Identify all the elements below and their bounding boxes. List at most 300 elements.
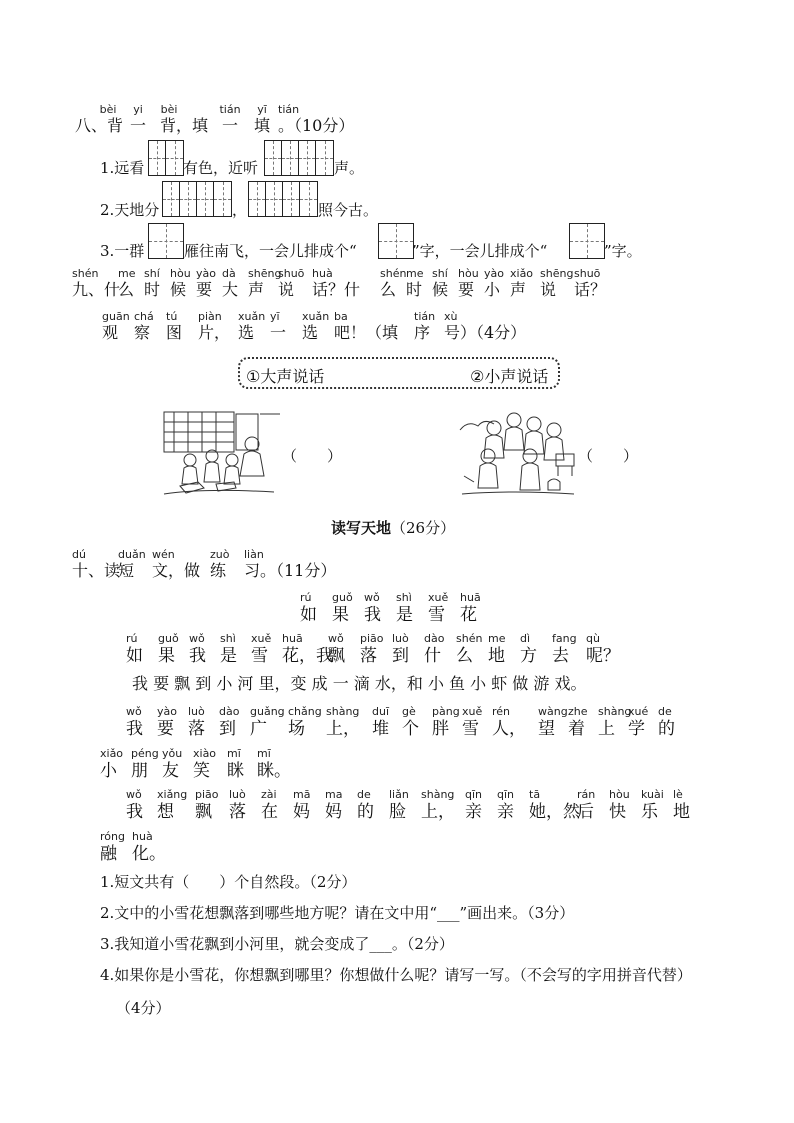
pinyin: huà <box>132 830 153 843</box>
pinyin: ba <box>334 310 348 323</box>
q1-suffix: 声。 <box>334 159 365 177</box>
pinyin: xiào <box>193 747 217 760</box>
pinyin-cell <box>673 789 703 823</box>
pinyin: yī <box>270 310 280 323</box>
pinyin: shén <box>380 267 407 280</box>
pinyin-cell <box>568 706 598 740</box>
pinyin: huà <box>312 267 333 280</box>
pinyin-cell <box>261 789 293 823</box>
q2-suffix: 照今古。 <box>318 201 379 219</box>
pinyin-cell <box>288 706 326 740</box>
pinyin-cell <box>402 706 432 740</box>
hanzi: 上 <box>598 719 615 739</box>
pinyin: róng <box>100 830 125 843</box>
reading-header-title: 读写天地 <box>331 519 392 537</box>
pinyin: de <box>658 705 672 718</box>
pinyin: qù <box>586 632 600 645</box>
paragraph-3-line2 <box>100 748 297 782</box>
hanzi: 飘 <box>195 802 212 822</box>
hanzi: 落 <box>188 719 205 739</box>
hanzi: 要 <box>196 280 213 299</box>
pinyin-cell <box>332 592 364 626</box>
pinyin: shuō <box>574 267 601 280</box>
pinyin: shén <box>72 267 99 280</box>
hanzi: 广 <box>250 719 267 739</box>
pinyin: tián <box>278 103 300 116</box>
pinyin: lè <box>673 788 683 801</box>
hanzi: 上， <box>326 719 360 739</box>
pinyin: ma <box>325 788 343 801</box>
pinyin-cell <box>432 268 458 300</box>
pinyin: tián <box>219 103 241 116</box>
hanzi: 声 <box>248 280 265 299</box>
options-box <box>238 357 560 389</box>
pinyin-cell <box>248 267 282 300</box>
writing-box-1[interactable] <box>148 223 184 259</box>
pinyin-cell <box>282 632 333 667</box>
question-2: 2.文中的小雪花想飘落到哪些地方呢？请在文中用“___”画出来。（3分） <box>100 904 575 922</box>
pinyin-cell <box>157 789 195 823</box>
pinyin: qīn <box>497 788 515 801</box>
pinyin: yào <box>196 267 216 280</box>
pinyin-cell <box>325 789 357 823</box>
pinyin-cell <box>257 748 297 782</box>
hanzi: 场 <box>288 719 305 739</box>
pinyin: xué <box>628 705 649 718</box>
pinyin: shàng <box>598 705 632 718</box>
pinyin: rú <box>126 632 138 645</box>
hanzi: 我 <box>126 719 143 739</box>
hanzi: 片， <box>198 323 231 342</box>
hanzi: 呢？ <box>586 646 620 666</box>
pinyin-cell <box>510 268 540 300</box>
hanzi: 察 <box>134 323 151 342</box>
hanzi: 话？ <box>574 280 607 299</box>
pinyin: me <box>118 267 136 280</box>
hanzi: 图 <box>166 323 183 342</box>
pinyin-cell <box>222 268 248 300</box>
pinyin-cell <box>460 592 492 626</box>
hanzi: 要 <box>458 280 475 299</box>
hanzi: 花 <box>460 605 477 625</box>
pinyin: xuě <box>462 705 483 718</box>
hanzi: 的 <box>357 802 374 822</box>
kids-talking-illustration <box>458 406 578 498</box>
pinyin-cell <box>158 633 189 667</box>
pinyin-cell <box>132 831 172 865</box>
pinyin-cell <box>396 592 428 626</box>
pinyin: guān <box>102 310 130 323</box>
pinyin: tú <box>166 310 178 323</box>
pinyin-cell <box>492 706 538 740</box>
pinyin: hòu <box>609 788 630 801</box>
hanzi: 地 <box>673 802 690 822</box>
pinyin-cell <box>458 268 484 300</box>
pinyin: de <box>357 788 371 801</box>
pinyin-cell <box>421 789 465 823</box>
pinyin: chǎng <box>288 705 322 718</box>
pinyin-cell <box>227 748 257 782</box>
hanzi: 想 <box>157 802 174 822</box>
pinyin-cell <box>540 268 574 300</box>
pinyin: xiǎng <box>157 788 188 801</box>
pinyin-cell <box>270 311 302 343</box>
pinyin-cell <box>72 267 121 300</box>
hanzi: 大 <box>222 280 239 299</box>
q3-middle2: ”字，一会儿排成个“ <box>412 242 548 260</box>
pinyin-cell <box>170 268 196 300</box>
pinyin-cell <box>360 633 392 667</box>
pinyin: wǒ <box>189 632 205 645</box>
pinyin: yào <box>157 705 177 718</box>
hanzi: 朋 <box>131 761 148 781</box>
pinyin-cell <box>166 311 198 343</box>
pinyin: dú <box>72 548 86 561</box>
pinyin-cell <box>406 268 432 300</box>
pinyin-cell <box>609 789 641 823</box>
question-3: 3.我知道小雪花飘到小河里，就会变成了___。（2分） <box>100 935 454 953</box>
reading-room-illustration <box>160 408 282 496</box>
question-1: 1.短文共有（ ）个自然段。（2分） <box>100 873 357 891</box>
pinyin-cell <box>126 789 157 823</box>
pinyin-cell <box>162 748 193 782</box>
pinyin: xù <box>444 310 458 323</box>
hanzi: 亲 <box>497 802 514 822</box>
hanzi: 一 <box>270 323 287 342</box>
hanzi: 背，填 <box>159 116 208 135</box>
writing-box-4[interactable] <box>162 181 232 217</box>
pinyin: piàn <box>198 310 222 323</box>
pinyin: kuài <box>641 788 664 801</box>
hanzi: 小 <box>484 280 501 299</box>
hanzi: 花，我 <box>282 646 333 666</box>
pinyin: shàng <box>326 705 360 718</box>
hanzi: 果 <box>332 605 349 625</box>
pinyin-cell <box>520 633 552 667</box>
pinyin: dào <box>219 705 240 718</box>
option-quiet-speaking: ②小声说话 <box>470 367 549 386</box>
pinyin: xiǎo <box>100 747 124 760</box>
hanzi: 上， <box>421 802 455 822</box>
hanzi: 雪 <box>462 719 479 739</box>
pinyin: wǒ <box>126 788 142 801</box>
hanzi: 话？什 <box>312 280 361 299</box>
section10-title <box>72 548 337 581</box>
pinyin: dào <box>424 632 445 645</box>
hanzi: 候 <box>170 280 187 299</box>
pinyin-cell <box>465 789 497 823</box>
pinyin: liàn <box>244 548 264 561</box>
pinyin-cell <box>552 633 586 667</box>
pinyin-cell <box>102 311 134 343</box>
pinyin-cell <box>188 706 219 740</box>
answer-paren-1[interactable]: （ ） <box>282 447 343 465</box>
hanzi: 九、什 <box>72 280 121 299</box>
hanzi: 笑 <box>193 761 210 781</box>
pinyin-cell <box>577 789 609 823</box>
pinyin-cell <box>326 706 372 740</box>
pinyin-cell <box>100 831 132 865</box>
pinyin: tā <box>529 788 541 801</box>
pinyin: guǒ <box>332 591 353 604</box>
pinyin-cell <box>334 311 414 343</box>
pinyin: shí <box>432 267 448 280</box>
pinyin: xuě <box>251 632 272 645</box>
pinyin-cell <box>229 789 261 823</box>
writing-box-1[interactable] <box>569 223 605 259</box>
hanzi: 短 <box>118 561 135 580</box>
hanzi: 的 <box>658 719 675 739</box>
q1-middle: 有色，近听 <box>183 159 259 177</box>
pinyin-cell <box>193 748 227 782</box>
pinyin-cell <box>210 549 244 581</box>
hanzi: 到 <box>219 719 236 739</box>
q3-prefix: 3.一群 <box>100 242 145 260</box>
pinyin: zài <box>261 788 277 801</box>
hanzi: 练 <box>210 561 227 580</box>
hanzi: 妈 <box>325 802 342 822</box>
pinyin-cell <box>364 592 396 626</box>
pinyin: shuō <box>278 267 305 280</box>
pinyin-cell <box>134 311 166 343</box>
hanzi: 飘 <box>328 646 345 666</box>
pinyin: luò <box>229 788 246 801</box>
hanzi: 后 <box>577 802 594 822</box>
pinyin-cell <box>414 311 444 343</box>
pinyin-cell <box>238 311 270 343</box>
hanzi: 说 <box>278 280 295 299</box>
hanzi: 候 <box>432 280 449 299</box>
hanzi: 么 <box>380 280 397 299</box>
pinyin-cell <box>100 748 131 782</box>
pinyin-cell <box>118 549 152 581</box>
pinyin: hòu <box>458 267 479 280</box>
paragraph-4-line2 <box>100 831 172 865</box>
pinyin: me <box>488 632 506 645</box>
hanzi: 如 <box>300 605 317 625</box>
pinyin-cell <box>574 267 607 300</box>
pinyin-cell <box>144 268 170 300</box>
pinyin: duǎn <box>118 548 146 561</box>
hanzi: 融 <box>100 844 117 864</box>
hanzi: 胖 <box>432 719 449 739</box>
pinyin: rú <box>300 591 312 604</box>
pinyin: tián <box>414 310 436 323</box>
pinyin: yī <box>257 103 267 116</box>
hanzi: 是 <box>396 605 413 625</box>
pinyin: wǒ <box>364 591 380 604</box>
pinyin: wàng <box>538 705 568 718</box>
pinyin: rén <box>492 705 511 718</box>
pinyin: wǒ <box>328 632 344 645</box>
hanzi: 选 <box>238 323 255 342</box>
q2-prefix: 2.天地分 <box>100 201 160 219</box>
pinyin-cell <box>529 788 580 823</box>
hanzi: 地 <box>488 646 505 666</box>
hanzi: 妈 <box>293 802 310 822</box>
pinyin: shì <box>396 591 412 604</box>
pinyin: shí <box>144 267 160 280</box>
pinyin-cell <box>250 706 288 740</box>
q1-prefix: 1.远看 <box>100 159 145 177</box>
pinyin-cell <box>220 633 251 667</box>
paragraph-1 <box>126 633 626 667</box>
pinyin: yǒu <box>162 747 183 760</box>
hanzi: 么 <box>118 280 135 299</box>
hanzi: 声 <box>510 280 527 299</box>
pinyin-cell <box>428 592 460 626</box>
pinyin: me <box>406 267 424 280</box>
pinyin-cell <box>244 548 337 581</box>
pinyin-cell <box>198 311 238 343</box>
hanzi: 选 <box>302 323 319 342</box>
hanzi: 什 <box>424 646 441 666</box>
pinyin: mī <box>227 747 241 760</box>
pinyin-cell <box>131 748 162 782</box>
hanzi: 化。 <box>132 844 166 864</box>
pinyin: zhe <box>568 705 588 718</box>
hanzi: 习。（11分） <box>244 561 337 580</box>
pinyin-cell <box>126 633 158 667</box>
pinyin-cell <box>462 706 492 740</box>
q3-suffix: ”字。 <box>604 242 642 260</box>
section9-line2 <box>102 311 554 343</box>
pinyin-cell <box>278 268 312 300</box>
pinyin: shēng <box>540 267 574 280</box>
hanzi: 填 <box>253 116 270 135</box>
hanzi: 雪 <box>251 646 268 666</box>
pinyin: yào <box>484 267 504 280</box>
pinyin: xiǎo <box>510 267 534 280</box>
hanzi: 个 <box>402 719 419 739</box>
story-title <box>300 592 492 626</box>
pinyin: dà <box>222 267 236 280</box>
hanzi: 快 <box>609 802 626 822</box>
writing-box-2[interactable] <box>148 140 184 176</box>
hanzi: 时 <box>406 280 423 299</box>
hanzi: 一 <box>129 116 146 135</box>
pinyin-cell <box>432 706 462 740</box>
pinyin: piāo <box>195 788 219 801</box>
hanzi: 观 <box>102 323 119 342</box>
hanzi: 在 <box>261 802 278 822</box>
hanzi: 要 <box>157 719 174 739</box>
pinyin: xuǎn <box>238 310 266 323</box>
hanzi: 文，做 <box>152 561 201 580</box>
hanzi: 小 <box>100 761 117 781</box>
hanzi: 我 <box>189 646 206 666</box>
pinyin: gè <box>402 705 416 718</box>
pinyin: mā <box>293 788 311 801</box>
pinyin: luò <box>392 632 409 645</box>
hanzi: 时 <box>144 280 161 299</box>
hanzi: 么 <box>456 646 473 666</box>
hanzi: 落 <box>229 802 246 822</box>
pinyin: fang <box>552 632 577 645</box>
hanzi: 着 <box>568 719 585 739</box>
hanzi: 学 <box>628 719 645 739</box>
hanzi: 她，然 <box>529 802 580 822</box>
pinyin: pàng <box>432 705 460 718</box>
pinyin: duī <box>372 705 390 718</box>
pinyin: shì <box>220 632 236 645</box>
pinyin-cell <box>189 633 220 667</box>
hanzi: 十、读 <box>72 561 121 580</box>
hanzi: 落 <box>360 646 377 666</box>
hanzi: 吧！（填 <box>334 323 399 342</box>
pinyin-cell <box>488 633 520 667</box>
pinyin: wǒ <box>126 705 142 718</box>
pinyin-cell <box>195 789 229 823</box>
hanzi: 堆 <box>372 719 389 739</box>
hanzi: 眯 <box>227 761 244 781</box>
question-4-score: （4分） <box>116 999 171 1017</box>
pinyin-cell <box>389 789 421 823</box>
q3-middle: 雁往南飞，一会儿排成个“ <box>184 242 357 260</box>
pinyin: piāo <box>360 632 384 645</box>
pinyin: rán <box>577 788 596 801</box>
pinyin: shén <box>456 632 483 645</box>
writing-box-4[interactable] <box>264 140 334 176</box>
hanzi: 我 <box>364 605 381 625</box>
pinyin-cell <box>312 268 380 300</box>
pinyin-cell <box>300 592 332 626</box>
pinyin-cell <box>219 706 250 740</box>
pinyin-cell <box>598 705 632 740</box>
pinyin-cell <box>586 633 626 667</box>
paragraph-4-line1 <box>126 789 703 823</box>
hanzi: 到 <box>392 646 409 666</box>
pinyin-cell <box>293 789 325 823</box>
pinyin: guǎng <box>250 705 285 718</box>
pinyin-cell <box>497 789 529 823</box>
pinyin: péng <box>131 747 159 760</box>
pinyin: hòu <box>170 267 191 280</box>
pinyin-cell <box>392 633 424 667</box>
option-loud-speaking: ①大声说话 <box>246 367 325 386</box>
pinyin-cell <box>380 268 406 300</box>
pinyin-cell <box>126 706 157 740</box>
pinyin-cell <box>157 706 188 740</box>
paragraph-2: 我 要 飘 到 小 河 里，变 成 一 滴 水，和 小 鱼 小 虾 做 游 戏。 <box>132 674 587 693</box>
pinyin-cell <box>357 789 389 823</box>
hanzi: 眯。 <box>257 761 291 781</box>
pinyin-cell <box>118 268 144 300</box>
pinyin: zuò <box>210 548 230 561</box>
pinyin-cell <box>424 633 456 667</box>
pinyin-cell <box>456 633 488 667</box>
pinyin-cell <box>538 706 568 740</box>
answer-paren-2[interactable]: （ ） <box>578 447 639 465</box>
hanzi: 亲 <box>465 802 482 822</box>
hanzi: 乐 <box>641 802 658 822</box>
hanzi: 一 <box>221 116 238 135</box>
pinyin-cell <box>372 706 402 740</box>
pinyin: huā <box>460 591 481 604</box>
pinyin-cell <box>444 311 554 343</box>
writing-box-4[interactable] <box>248 181 318 217</box>
pinyin-cell <box>658 706 688 740</box>
hanzi: 号）（4分） <box>444 323 527 342</box>
hanzi: 。（10分） <box>278 116 355 135</box>
hanzi: 说 <box>540 280 557 299</box>
hanzi: 是 <box>220 646 237 666</box>
question-4: 4.如果你是小雪花，你想飘到哪里？你想做什么呢？请写一写。（不会写的字用拼音代替） <box>100 966 692 984</box>
pinyin: wén <box>152 548 175 561</box>
section9-line1 <box>72 267 607 300</box>
pinyin-cell <box>196 268 222 300</box>
writing-box-1[interactable] <box>378 223 414 259</box>
